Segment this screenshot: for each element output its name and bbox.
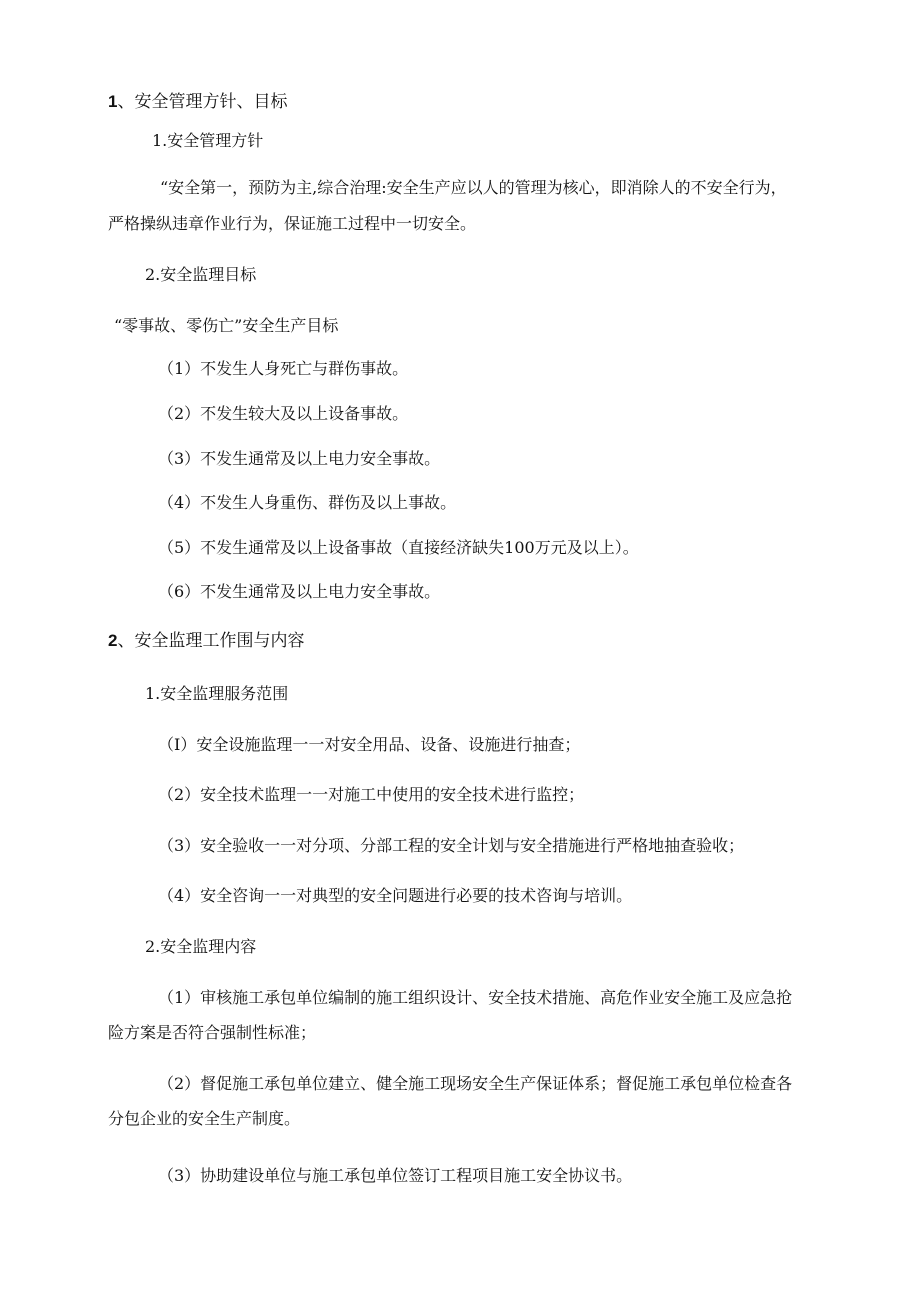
content-item-1-line-1: （1）审核施工承包单位编制的施工组织设计、安全技术措施、高危作业安全施工及应急抢 [158, 988, 793, 1007]
scope-list-item: （I）安全设施监理一一对安全用品、设备、设施进行抽查； [158, 735, 581, 754]
scope-list-item: （2）安全技术监理一一对施工中使用的安全技术进行监控； [158, 785, 585, 804]
goal-list-item: （5）不发生通常及以上设备事故（直接经济缺失100万元及以上）。 [158, 538, 639, 557]
policy-paragraph-line-1: “安全第一，预防为主,综合治理:安全生产应以人的管理为核心，即消除人的不安全行为， [160, 178, 787, 197]
goal-list-item: （3）不发生通常及以上电力安全事故。 [158, 449, 441, 468]
scope-list-item: （3）安全验收一一对分项、分部工程的安全计划与安全措施进行严格地抽查验收； [158, 836, 745, 855]
content-item-2-line-2: 分包企业的安全生产制度。 [108, 1109, 301, 1128]
section-1-title: 、安全管理方针、目标 [117, 92, 288, 112]
scope-list-item: （4）安全咨询一一对典型的安全问题进行必要的技术咨询与培训。 [158, 886, 633, 905]
subsection-2-2-title: 2.安全监理内容 [145, 937, 257, 956]
goal-list-item: （6）不发生通常及以上电力安全事故。 [158, 582, 441, 601]
subsection-2-1-title: 1.安全监理服务范围 [145, 684, 289, 703]
section-1-heading [108, 91, 287, 113]
goal-list-item: （4）不发生人身重伤、群伤及以上事故。 [158, 493, 457, 512]
subsection-1-2-title: 2.安全监理目标 [145, 265, 257, 284]
subsection-1-1-title: 1.安全管理方针 [152, 131, 264, 150]
content-item-1-line-2: 险方案是否符合强制性标准； [108, 1023, 317, 1042]
section-2-heading [108, 630, 304, 652]
content-item-2-line-1: （2）督促施工承包单位建立、健全施工现场安全生产保证体系；督促施工承包单位检查各 [158, 1074, 793, 1093]
safety-goal-statement: “零事故、零伤亡”安全生产目标 [114, 316, 339, 335]
goal-list-item: （1）不发生人身死亡与群伤事故。 [158, 359, 409, 378]
section-2-number: 2 [108, 631, 118, 650]
goal-list-item: （2）不发生较大及以上设备事故。 [158, 404, 409, 423]
section-1-number: 1 [108, 92, 118, 111]
section-2-title: 、安全监理工作围与内容 [117, 631, 305, 651]
policy-paragraph-line-2: 严格操纵违章作业行为，保证施工过程中一切安全。 [108, 214, 477, 233]
content-item-3: （3）协助建设单位与施工承包单位签订工程项目施工安全协议书。 [158, 1166, 633, 1185]
